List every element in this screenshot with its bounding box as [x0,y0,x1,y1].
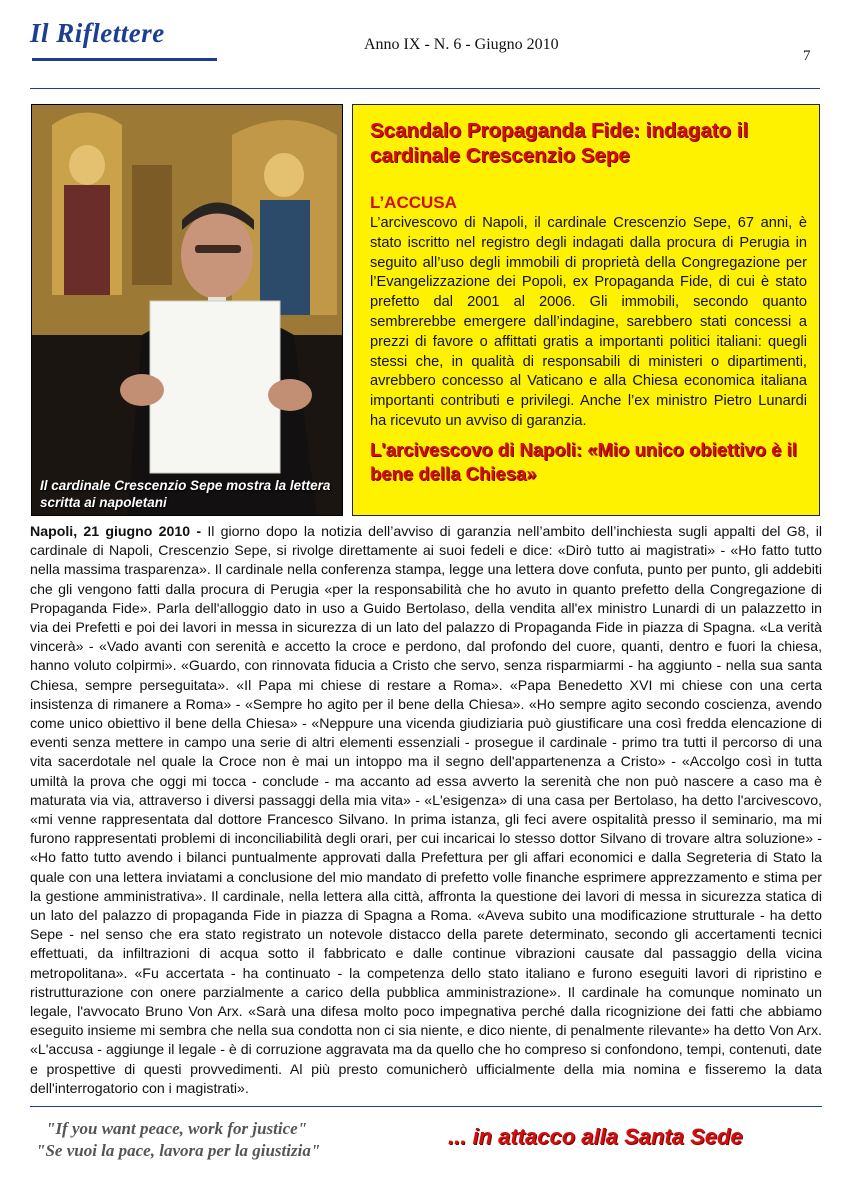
issue-info: Anno IX - N. 6 - Giugno 2010 [364,36,559,53]
section-tag: ... in attacco alla Santa Sede [448,1124,743,1149]
accusa-text: L’arcivescovo di Napoli, il cardinale Crescenzio Sepe, 67 anni, è stato iscritto nel registro degli indagati dalla procura di Perugia in seguito all’uso degli immobili di proprietà della Congregazione per l’Evangelizzazione dei Popoli, ex Propaganda Fide, di cui è stato prefetto dal 2001 al 2006. Gli immobili, secondo quanto sembrerebbe emergere dall’indagine, sarebbero stati concessi a prezzi di favore o affittati gratis a importanti politici italiani: quegli stessi che, in qualità di responsabili di ministeri o dipartimenti, avrebbero concesso al Vaticano e alla Chiesa economica italiana importanti contributi e privilegi. Anche l’ex ministro Pietro Lunardi ha ricevuto un avviso di garanzia. [370,215,807,429]
feature-box [352,104,820,516]
feature-quote: L'arcivescovo di Napoli: «Mio unico obiettivo è il bene della Chiesa» [370,438,797,484]
fresco-figure-right [260,200,310,315]
article-text: Il giorno dopo la notizia dell’avviso di garanzia nell’ambito dell’inchiesta sugli appalti del G8, il cardinale di Napoli, Crescenzio Sepe, si rivolge direttamente ai suoi fedeli e dice: «Dirò tutto ai magistrati» - «Ho fatto tutto nella massima trasparenza». Il cardinale nella conferenza stampa, legge una lettera dove confuta, punto per punto, gli addebiti che gli vengono fatti dalla procura di Perugia «per la responsabilità che ho avuto in quanto prefetto della Congregazione di Propaganda Fide». Parla dell'alloggio dato in uso a Guido Bertolaso, della vendita all'ex ministro Lunardi di un palazzetto in via dei Prefetti e poi dei lavori in messa in sicurezza di un lato del palazzo di Propaganda Fide in piazza di Spagna. «La verità vincerà» - «Vado avanti con serenità e accetto la croce e perdono, dal profondo del cuore, quanti, dentro e fuori la chiesa, hanno voluto colpirmi». «Guardo, con rinnovata fiducia a Cristo che servo, senza risparmiarmi - ha aggiunto - nella sua santa Chiesa, sempre perseguitata». «Il Papa mi chiese di restare a Roma». «Papa Benedetto XVI mi chiese con una certa insistenza di rimanere a Roma» - «Sempre ho agito per il bene della Chiesa». «Ho sempre agito secondo coscienza, avendo come unico obiettivo il bene della Chiesa» - «Neppure una vicenda giudiziaria può giustificare una così fredda elencazione di eventi senza mettere in campo una serie di altri elementi essenziali - prosegue il cardinale - primo tra tutti il percorso di una vita sacerdotale nel quale la Croce non è mai un intoppo ma il segno dell'appartenenza a Cristo» - «Accolgo così in tutta umiltà la prova che oggi mi tocca - conclude - ma accanto ad essa avverto la serenità che non può nascere a caso ma è maturata via via, attraverso i diversi passaggi della mia vita» - «L'esigenza» di una casa per Bertolaso, ha detto l'arcivescovo, «mi venne rappresentata dal dottore Francesco Silvano. In prima istanza, gli feci avere ospitalità presso il seminario, ma mi furono rappresentati problemi di inconciliabilità degli orari, per cui incaricai lo stesso dottor Silvano di trovare altra soluzione» - «Ho fatto tutto avendo i bilanci puntualmente approvati dalla Prefettura per gli affari economici e dalla Segreteria di Stato la quale con una lettera inviatami a conclusione del mio mandato di prefetto volle finanche esprimere apprezzamento e stima per la gestione amministrativa». Il cardinale, nella lettera alla città, affronta la questione dei lavori di messa in sicurezza statica di un lato del palazzo di propaganda Fide in piazza di Spagna a Roma. «Aveva subito una modificazione strutturale - ha detto Sepe - nel senso che era stato registrato un notevole distacco della parete determinato, secondo gli accertamenti tecnici effettuati, da infiltrazioni di acqua sotto il fabbricato e dalle continue vibrazioni causate dal passaggio della vicina metropolitana». «Fu accertata - ha continuato - la competenza dello stato italiano e furono eseguiti lavori di ripristino e ristrutturazione con onere parzialmente a carico della pubblica amministrazione». Il cardinale ha comunque nominato un legale, l'avvocato Bruno Von Arx. «Sarà una difesa molto poco impegnativa perché dalla ricognizione dei fatti che abbiamo eseguito insieme mi sembra che nella sua condotta non ci sia niente, e dico niente, di penalmente rilevante» ha detto Von Arx. «L'accusa - aggiunge il legale - è di corruzione aggravata ma da quello che ho compreso si confondono, tempi, contenuti, date e prospettive di questi provvedimenti. Al più presto comunicherò ufficialmente della mia nomina e fisseremo la data dell'interrogatorio con i magistrati». [30,523,822,1096]
left-hand [120,374,164,406]
motto-italian: "Se vuoi la pace, lavora per la giustizia" [36,1141,321,1160]
article-dateline: Napoli, 21 giugno 2010 - [30,523,202,539]
masthead-underline [32,58,217,61]
header-divider [30,88,820,89]
cardinal-face [181,211,253,299]
fresco-halo-right [264,153,304,197]
fresco-figure-center [132,165,172,285]
motto-english: "If you want peace, work for justice" [46,1119,308,1138]
cardinal-photo [31,104,343,516]
right-hand [268,379,312,411]
footer-divider [30,1106,822,1107]
article-body [30,522,822,1098]
photo-illustration [32,105,343,516]
masthead-logo: Il Riflettere [30,18,165,48]
cardinal-glasses [195,245,241,253]
motto [36,1118,320,1162]
page-number: 7 [803,48,811,64]
held-letter [150,301,280,473]
photo-caption: Il cardinale Crescenzio Sepe mostra la lettera scritta ai napoletani [40,478,331,510]
fresco-halo-left [69,145,105,185]
accusa-label: L’ACCUSA [370,193,457,212]
feature-headline: Scandalo Propaganda Fide: indagato il cardinale Crescenzio Sepe [370,119,749,167]
fresco-figure-left [64,185,110,295]
